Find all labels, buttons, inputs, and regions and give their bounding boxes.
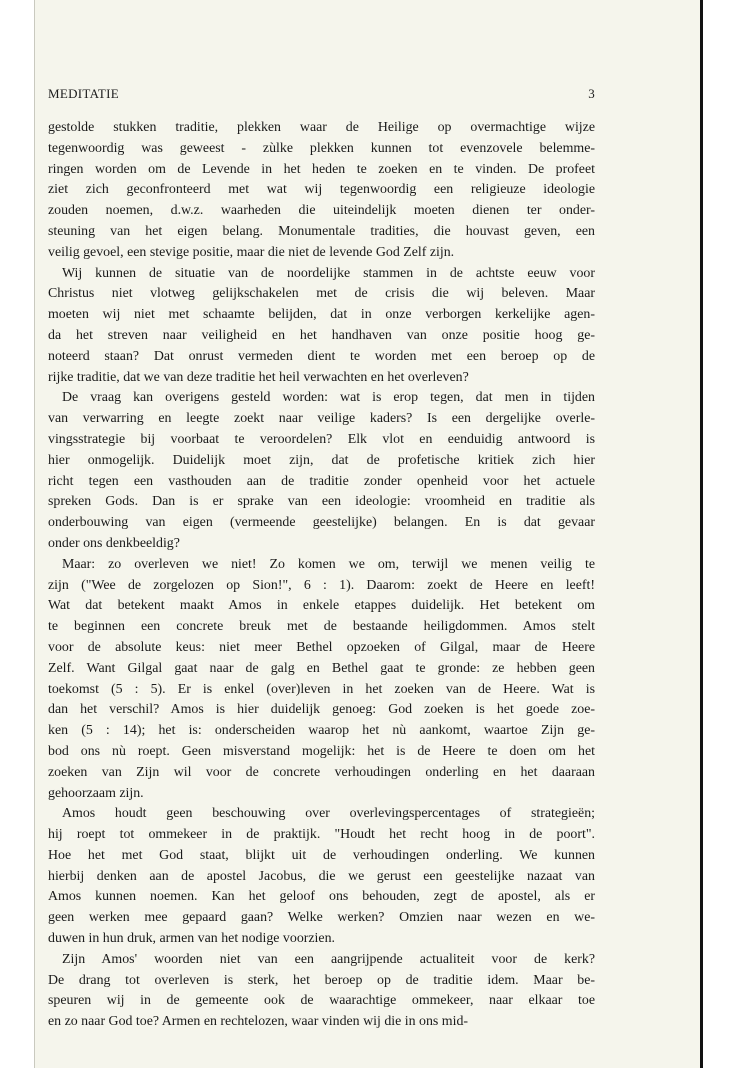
- text-line: onder ons denkbeeldig?: [48, 535, 180, 551]
- text-line: Maar: zo overleven we niet! Zo komen we om, terwijl we menen veilig te: [62, 556, 595, 572]
- text-line: rijke traditie, dat we van deze traditie het heil verwachten en het overleven?: [48, 369, 469, 385]
- text-line: duwen in hun druk, armen van het nodige voorzien.: [48, 931, 335, 947]
- paragraph: [48, 804, 595, 950]
- scan-margin: [703, 0, 738, 1068]
- text-line: Wij kunnen de situatie van de noordelijke stammen in de achtste eeuw voor: [62, 265, 595, 281]
- text-line: Amos houdt geen beschouwing over overlevingspercentages of strategieën;: [62, 806, 595, 822]
- text-line: speuren wij in de gemeente ook de waarachtige ommekeer, naar elkaar toe: [48, 993, 595, 1009]
- text-line: gestolde stukken traditie, plekken waar de Heilige op overmachtige wijze: [48, 120, 595, 135]
- text-line: dan het verschil? Amos is hier duidelijk genoeg: God zoeken is het goede zoe-: [48, 702, 595, 718]
- text-line: Zijn Amos' woorden niet van een aangrijpende actualiteit voor de kerk?: [62, 951, 595, 967]
- paragraph: [48, 555, 595, 805]
- text-line: hierbij denken aan de apostel Jacobus, die we gerust een geestelijke nazaat van: [48, 868, 595, 884]
- text-line: da het streven naar veiligheid en het handhaven van onze positie hoog ge-: [48, 327, 595, 343]
- body-text: [48, 118, 595, 1033]
- text-line: steuning van het eigen belang. Monumentale tradities, die houvast geven, een: [48, 223, 595, 239]
- paragraph: [48, 388, 595, 554]
- text-line: Christus niet vlotweg gelijkschakelen met de crisis die wij beleven. Maar: [48, 286, 595, 302]
- text-line: Wat dat betekent maakt Amos in enkele etappes duidelijk. Het betekent om: [48, 598, 595, 614]
- paragraph: [48, 950, 595, 1033]
- text-line: en zo naar God toe? Armen en rechtelozen, waar vinden wij die in ons mid-: [48, 1014, 469, 1030]
- text-line: De vraag kan overigens gesteld worden: wat is erop tegen, dat men in tijden: [62, 390, 595, 406]
- running-head-title: MEDITATIE: [48, 86, 119, 101]
- text-line: noteerd staan? Dat onrust vermeden dient te worden met een beroep op de: [48, 348, 595, 364]
- text-line: Amos kunnen noemen. Kan het geloof ons behouden, zegt de apostel, als er: [48, 889, 595, 905]
- text-line: bod ons nù roept. Geen misverstand mogelijk: het is de Heere te doen om het: [48, 743, 595, 759]
- text-line: van verwarring en leegte zoekt naar veilige kaders? Is een dergelijke overle-: [48, 411, 595, 427]
- text-line: voor de absolute keus: niet meer Bethel opzoeken of Gilgal, maar de Heere: [48, 639, 595, 655]
- text-line: ziet zich geconfronteerd met wat wij tegenwoordig een religieuze ideologie: [48, 182, 595, 198]
- paragraph: [48, 118, 595, 264]
- text-line: De drang tot overleven is sterk, het beroep op de traditie idem. Maar be-: [48, 972, 595, 988]
- text-line: zijn ("Wee de zorgelozen op Sion!", 6 : 1). Daarom: zoekt de Heere en leeft!: [48, 577, 595, 593]
- page-number: 3: [588, 86, 595, 101]
- text-line: toekomst (5 : 5). Er is enkel (over)leven in het zoeken van de Heere. Wat is: [48, 681, 595, 697]
- text-line: Hoe het met God staat, blijkt uit de verhoudingen onderling. We kunnen: [48, 847, 595, 863]
- text-line: richt tegen een vasthouden aan de traditie zonder openheid voor het actuele: [48, 473, 595, 489]
- text-line: gehoorzaam zijn.: [48, 785, 144, 801]
- text-line: ringen worden om de Levende in het heden te zoeken en te vinden. De profeet: [48, 161, 595, 177]
- text-line: vingsstrategie bij voorbaat te veroordelen? Elk vlot en eenduidig antwoord is: [48, 431, 595, 447]
- text-line: Zelf. Want Gilgal gaat naar de galg en Bethel gaat te gronde: ze hebben geen: [48, 660, 595, 676]
- text-line: zoeken van Zijn wil voor de concrete verhoudingen onderling en het daaraan: [48, 764, 595, 780]
- paragraph: [48, 264, 595, 389]
- text-line: hij roept tot ommekeer in de praktijk. "Houdt het recht hoog in de poort".: [48, 827, 595, 843]
- text-line: geen werken mee gepaard gaan? Welke werken? Omzien naar wezen en we-: [48, 910, 595, 926]
- text-line: te beginnen een concrete breuk met de bestaande heiligdommen. Amos stelt: [48, 619, 595, 635]
- text-line: ken (5 : 14); het is: onderscheiden waarop het nù aankomt, waartoe Zijn ge-: [48, 723, 595, 739]
- text-line: zouden noemen, d.w.z. waarheden die uiteindelijk moeten dienen ter onder-: [48, 203, 595, 219]
- text-line: tegenwoordig was geweest - zùlke plekken kunnen tot evenzovele belemme-: [48, 140, 595, 156]
- text-line: spreken Gods. Dan is er sprake van een ideologie: vroomheid en traditie als: [48, 494, 595, 510]
- text-line: onderbouwing van eigen (vermeende geestelijke) belangen. En is dat gevaar: [48, 515, 595, 531]
- text-line: hier onmogelijk. Duidelijk moet zijn, dat de profetische kritiek zich hier: [48, 452, 595, 468]
- text-line: moeten wij niet met schaamte belijden, dat in onze verborgen kerkelijke agen-: [48, 307, 595, 323]
- text-line: veilig gevoel, een stevige positie, maar die niet de levende God Zelf zijn.: [48, 244, 455, 260]
